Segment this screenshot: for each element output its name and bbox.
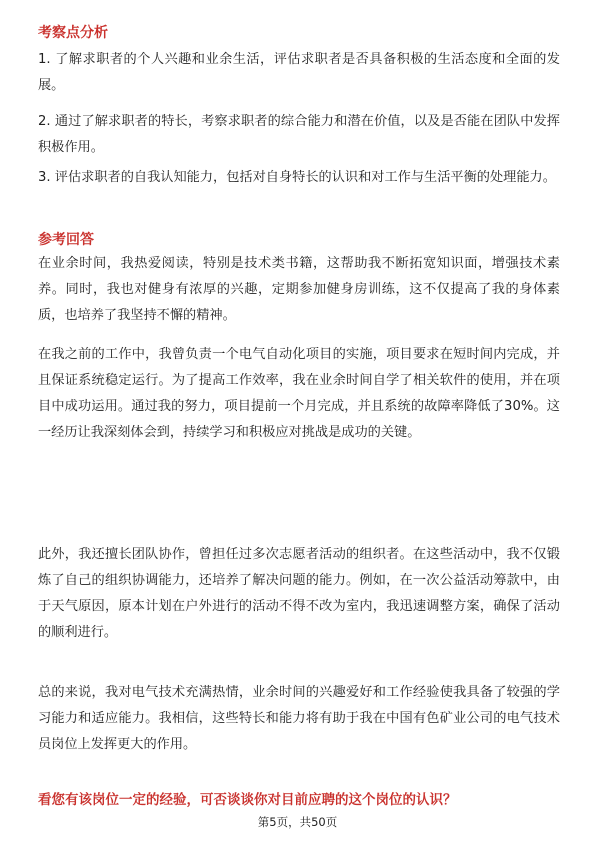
analysis-item-3: 3. 评估求职者的自我认知能力，包括对自身特长的认识和对工作与生活平衡的处理能力。	[38, 170, 556, 185]
next-question: 看您有该岗位一定的经验，可否谈谈你对目前应聘的这个岗位的认识？	[38, 792, 457, 808]
answer-paragraph-1: 在业余时间，我热爱阅读，特别是技术类书籍，这帮助我不断拓宽知识面，增强技术素养。同时，我也对健身有浓厚的兴趣，定期参加健身房训练，这不仅提高了我的身体素质，也培养了我坚持不懈的精神。	[38, 256, 560, 323]
page-number: 第5页，共50页	[257, 815, 338, 829]
answer-heading: 参考回答	[38, 232, 94, 248]
answer-paragraph-3: 此外，我还擅长团队协作，曾担任过多次志愿者活动的组织者。在这些活动中，我不仅锻炼了自己的组织协调能力，还培养了解决问题的能力。例如，在一次公益活动筹款中，由于天气原因，原本计划在户外进行的活动不得不改为室内，我迅速调整方案，确保了活动的顺利进行。	[38, 547, 560, 640]
answer-paragraph-2: 在我之前的工作中，我曾负责一个电气自动化项目的实施，项目要求在短时间内完成，并且保证系统稳定运行。为了提高工作效率，我在业余时间自学了相关软件的使用，并在项目中成功运用。通过我的努力，项目提前一个月完成，并且系统的故障率降低了30%。这一经历让我深刻体会到，持续学习和积极应对挑战是成功的关键。	[38, 347, 560, 440]
answer-paragraph-4: 总的来说，我对电气技术充满热情，业余时间的兴趣爱好和工作经验使我具备了较强的学习能力和适应能力。我相信，这些特长和能力将有助于我在中国有色矿业公司的电气技术员岗位上发挥更大的作用。	[38, 685, 560, 752]
analysis-item-2: 2. 通过了解求职者的特长，考察求职者的综合能力和潜在价值，以及是否能在团队中发挥积极作用。	[38, 114, 560, 155]
analysis-heading: 考察点分析	[38, 25, 108, 41]
analysis-item-1: 1. 了解求职者的个人兴趣和业余生活，评估求职者是否具备积极的生活态度和全面的发展。	[38, 52, 560, 93]
